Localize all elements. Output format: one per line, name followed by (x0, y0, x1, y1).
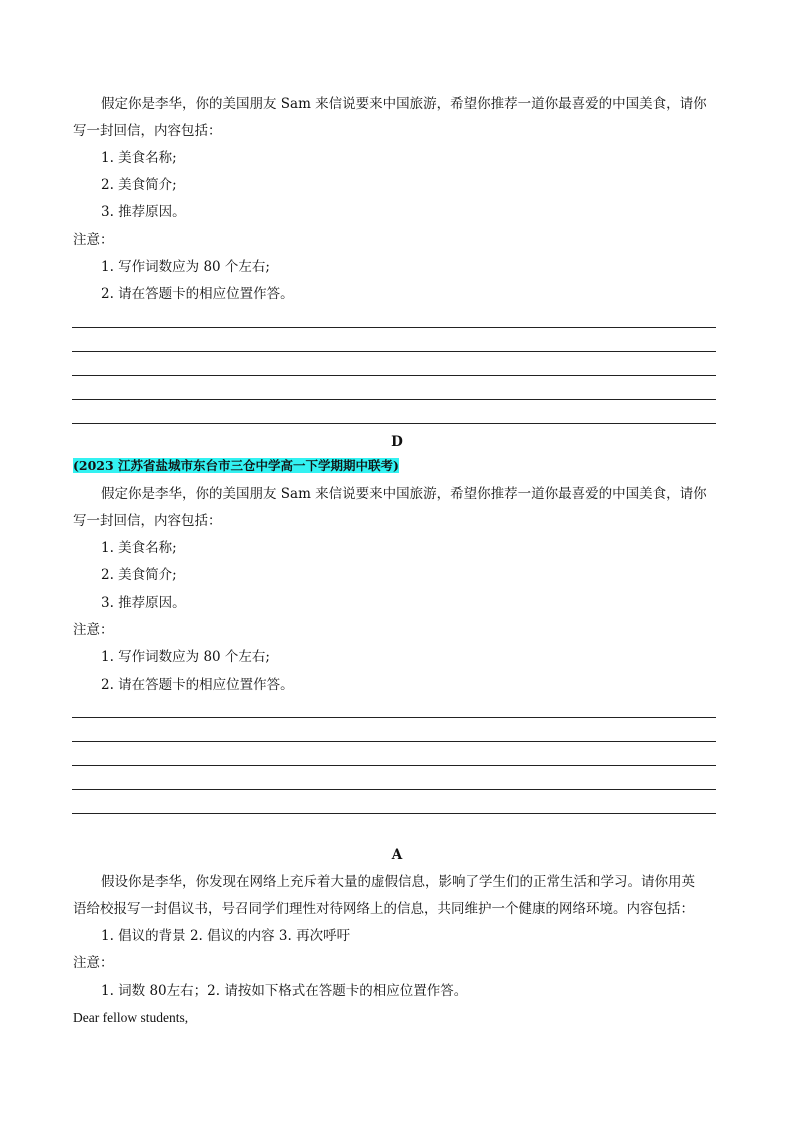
section-a-salutation: Dear fellow students, (73, 1010, 189, 1025)
section-d-item-1: 1. 美食名称; (101, 540, 177, 556)
source-highlight: (2023 江苏省盐城市东台市三仓中学高一下学期期中联考) (73, 458, 399, 473)
section-d-source (73, 457, 399, 475)
answer-line (72, 423, 716, 424)
answer-line (72, 741, 716, 742)
answer-line (72, 789, 716, 790)
section1-item-2: 2. 美食简介; (101, 177, 177, 193)
section-a-paragraph-line2: 语给校报写一封倡议书，号召同学们理性对待网络上的信息，共同维护一个健康的网络环境。内容包括： (73, 901, 694, 917)
section-d-note-2: 2. 请在答题卡的相应位置作答。 (101, 677, 294, 693)
section-d-note-1: 1. 写作词数应为 80 个左右; (101, 649, 270, 665)
answer-line (72, 765, 716, 766)
answer-line (72, 399, 716, 400)
section-a-items: 1. 倡议的背景 2. 倡议的内容 3. 再次呼吁 (101, 928, 351, 944)
section-d-item-3: 3. 推荐原因。 (101, 595, 186, 611)
section-d-item-2: 2. 美食简介; (101, 567, 177, 583)
section1-note-2: 2. 请在答题卡的相应位置作答。 (101, 286, 294, 302)
section1-note-label: 注意： (73, 232, 114, 248)
section1-item-3: 3. 推荐原因。 (101, 204, 186, 220)
section-a-paragraph-line1: 假设你是李华，你发现在网络上充斥着大量的虚假信息，影响了学生们的正常生活和学习。请你用英 (101, 874, 695, 890)
answer-line (72, 375, 716, 376)
section-d-paragraph-line2: 写一封回信，内容包括： (73, 513, 222, 529)
section-d-note-label: 注意： (73, 622, 114, 638)
section-d-paragraph-line1: 假定你是李华，你的美国朋友 Sam 来信说要来中国旅游，希望你推荐一道你最喜爱的中国美食，请你 (101, 486, 707, 502)
section-a-notes: 1. 词数 80左右；2. 请按如下格式在答题卡的相应位置作答。 (101, 983, 468, 999)
answer-line (72, 717, 716, 718)
section1-paragraph-line1: 假定你是李华，你的美国朋友 Sam 来信说要来中国旅游，希望你推荐一道你最喜爱的中国美食，请你 (101, 96, 707, 112)
section1-item-1: 1. 美食名称; (101, 150, 177, 166)
answer-line (72, 327, 716, 328)
answer-line (72, 351, 716, 352)
section1-paragraph-line2: 写一封回信，内容包括： (73, 123, 222, 139)
section-a-note-label: 注意： (73, 955, 114, 971)
section1-note-1: 1. 写作词数应为 80 个左右; (101, 259, 270, 275)
answer-line (72, 813, 716, 814)
section-a-heading: A (391, 847, 403, 863)
section-d-heading: D (391, 434, 403, 450)
